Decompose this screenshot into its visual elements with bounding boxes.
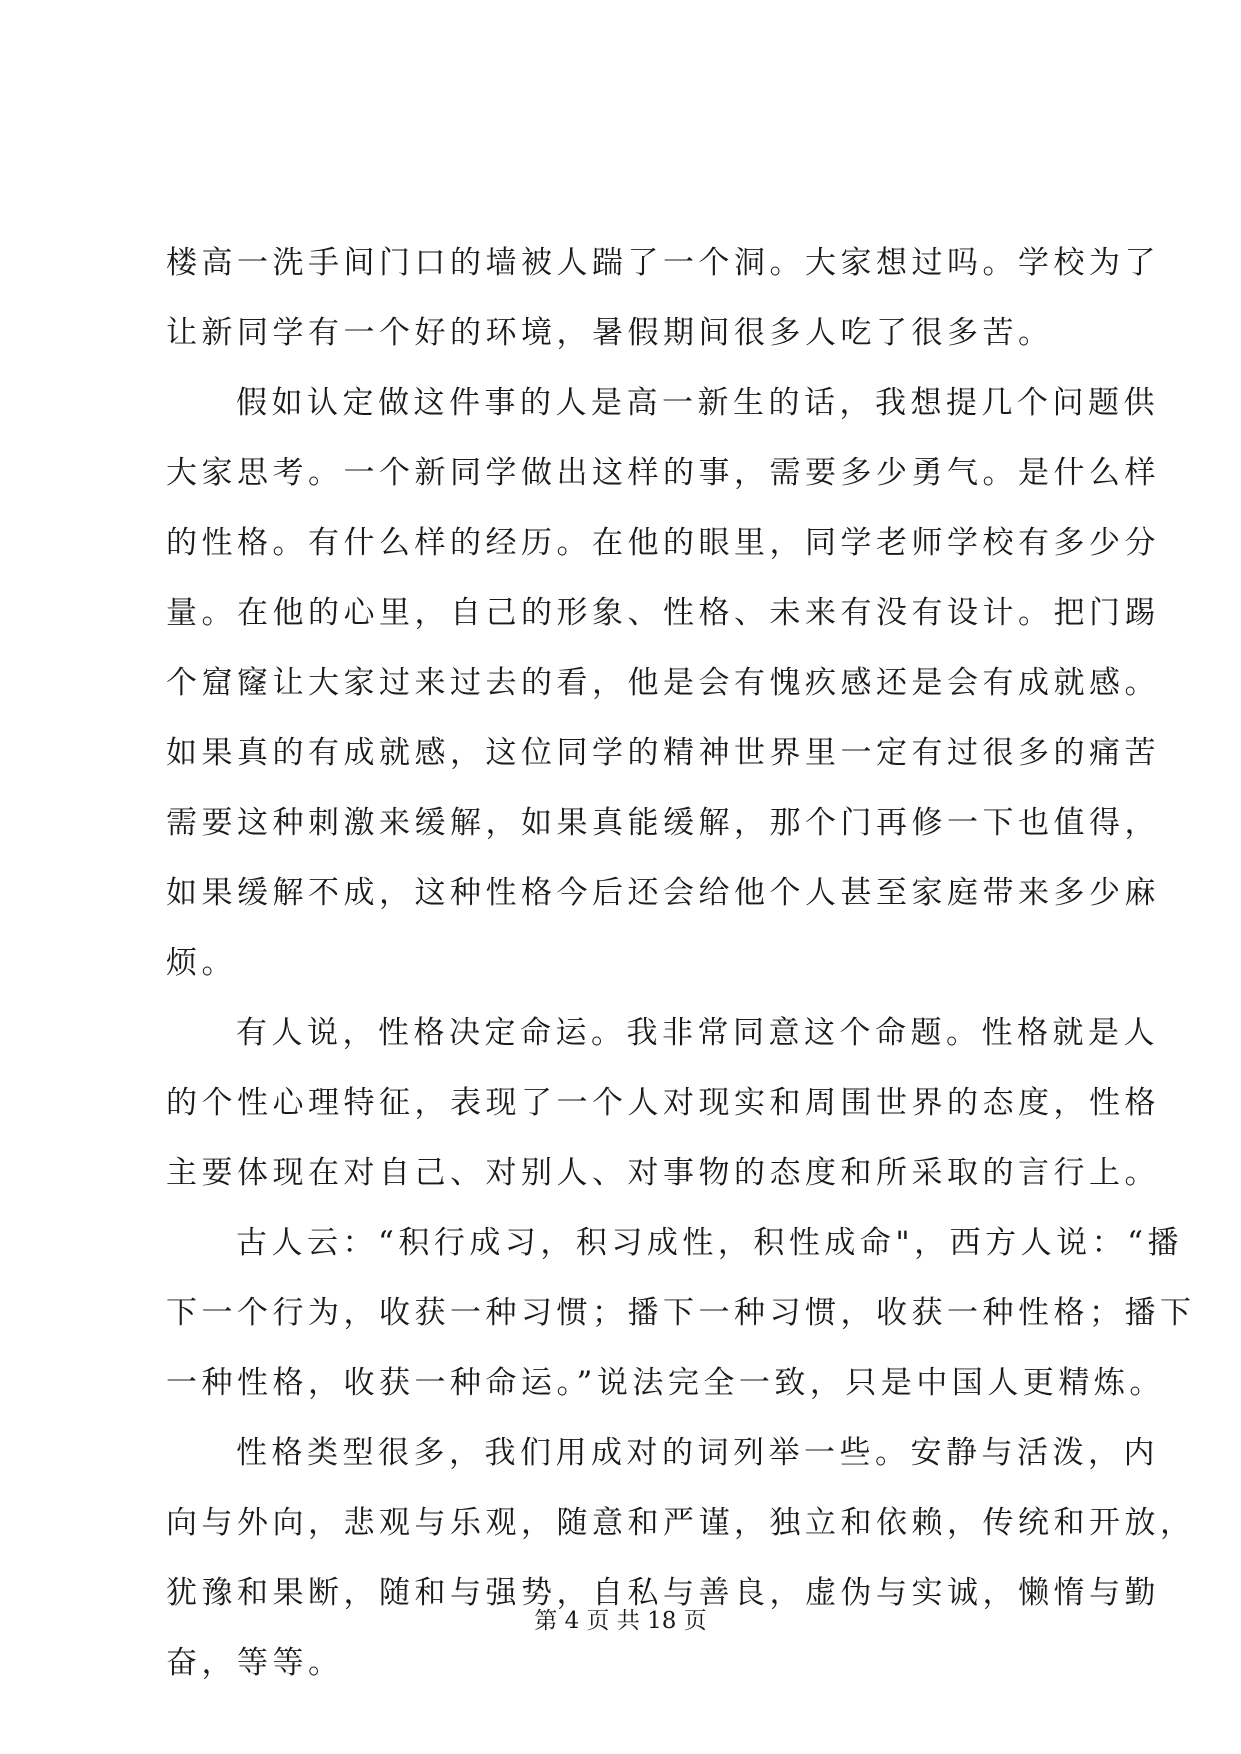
document-body xyxy=(166,228,1196,1698)
text-line: 如果真的有成就感，这位同学的精神世界里一定有过很多的痛苦 xyxy=(166,735,1160,771)
text-line: 烦。 xyxy=(166,945,237,981)
text-line: 量。在他的心里，自己的形象、性格、未来有没有设计。把门踢 xyxy=(166,595,1160,631)
text-line: 性格类型很多，我们用成对的词列举一些。安静与活泼，内 xyxy=(236,1435,1159,1471)
text-line: 需要这种刺激来缓解，如果真能缓解，那个门再修一下也值得， xyxy=(166,805,1160,841)
text-line: 向与外向，悲观与乐观，随意和严谨，独立和依赖，传统和开放， xyxy=(166,1505,1196,1541)
text-line: 古人云：“积行成习，积习成性，积性成命"，西方人说：“播 xyxy=(236,1225,1183,1261)
text-line: 一种性格，收获一种命运。”说法完全一致，只是中国人更精炼。 xyxy=(166,1365,1165,1401)
text-line: 让新同学有一个好的环境，暑假期间很多人吃了很多苦。 xyxy=(166,315,1054,351)
text-line: 个窟窿让大家过来过去的看，他是会有愧疚感还是会有成就感。 xyxy=(166,665,1160,701)
text-line: 有人说，性格决定命运。我非常同意这个命题。性格就是人 xyxy=(236,1015,1159,1051)
text-line: 下一个行为，收获一种习惯；播下一种习惯，收获一种性格；播下 xyxy=(166,1295,1196,1331)
text-line: 犹豫和果断，随和与强势，自私与善良，虚伪与实诚，懒惰与勤 xyxy=(166,1575,1160,1611)
page-number-footer: 第 4 页 共 18 页 xyxy=(534,1608,707,1634)
text-line: 大家思考。一个新同学做出这样的事，需要多少勇气。是什么样 xyxy=(166,455,1160,491)
text-line: 的个性心理特征，表现了一个人对现实和周围世界的态度，性格 xyxy=(166,1085,1160,1121)
text-line: 的性格。有什么样的经历。在他的眼里，同学老师学校有多少分 xyxy=(166,525,1160,561)
text-line: 假如认定做这件事的人是高一新生的话，我想提几个问题供 xyxy=(236,385,1159,421)
text-line: 奋，等等。 xyxy=(166,1645,344,1681)
text-line: 楼高一洗手间门口的墙被人踹了一个洞。大家想过吗。学校为了 xyxy=(166,245,1160,281)
text-line: 如果缓解不成，这种性格今后还会给他个人甚至家庭带来多少麻 xyxy=(166,875,1160,911)
text-line: 主要体现在对自己、对别人、对事物的态度和所采取的言行上。 xyxy=(166,1155,1160,1191)
